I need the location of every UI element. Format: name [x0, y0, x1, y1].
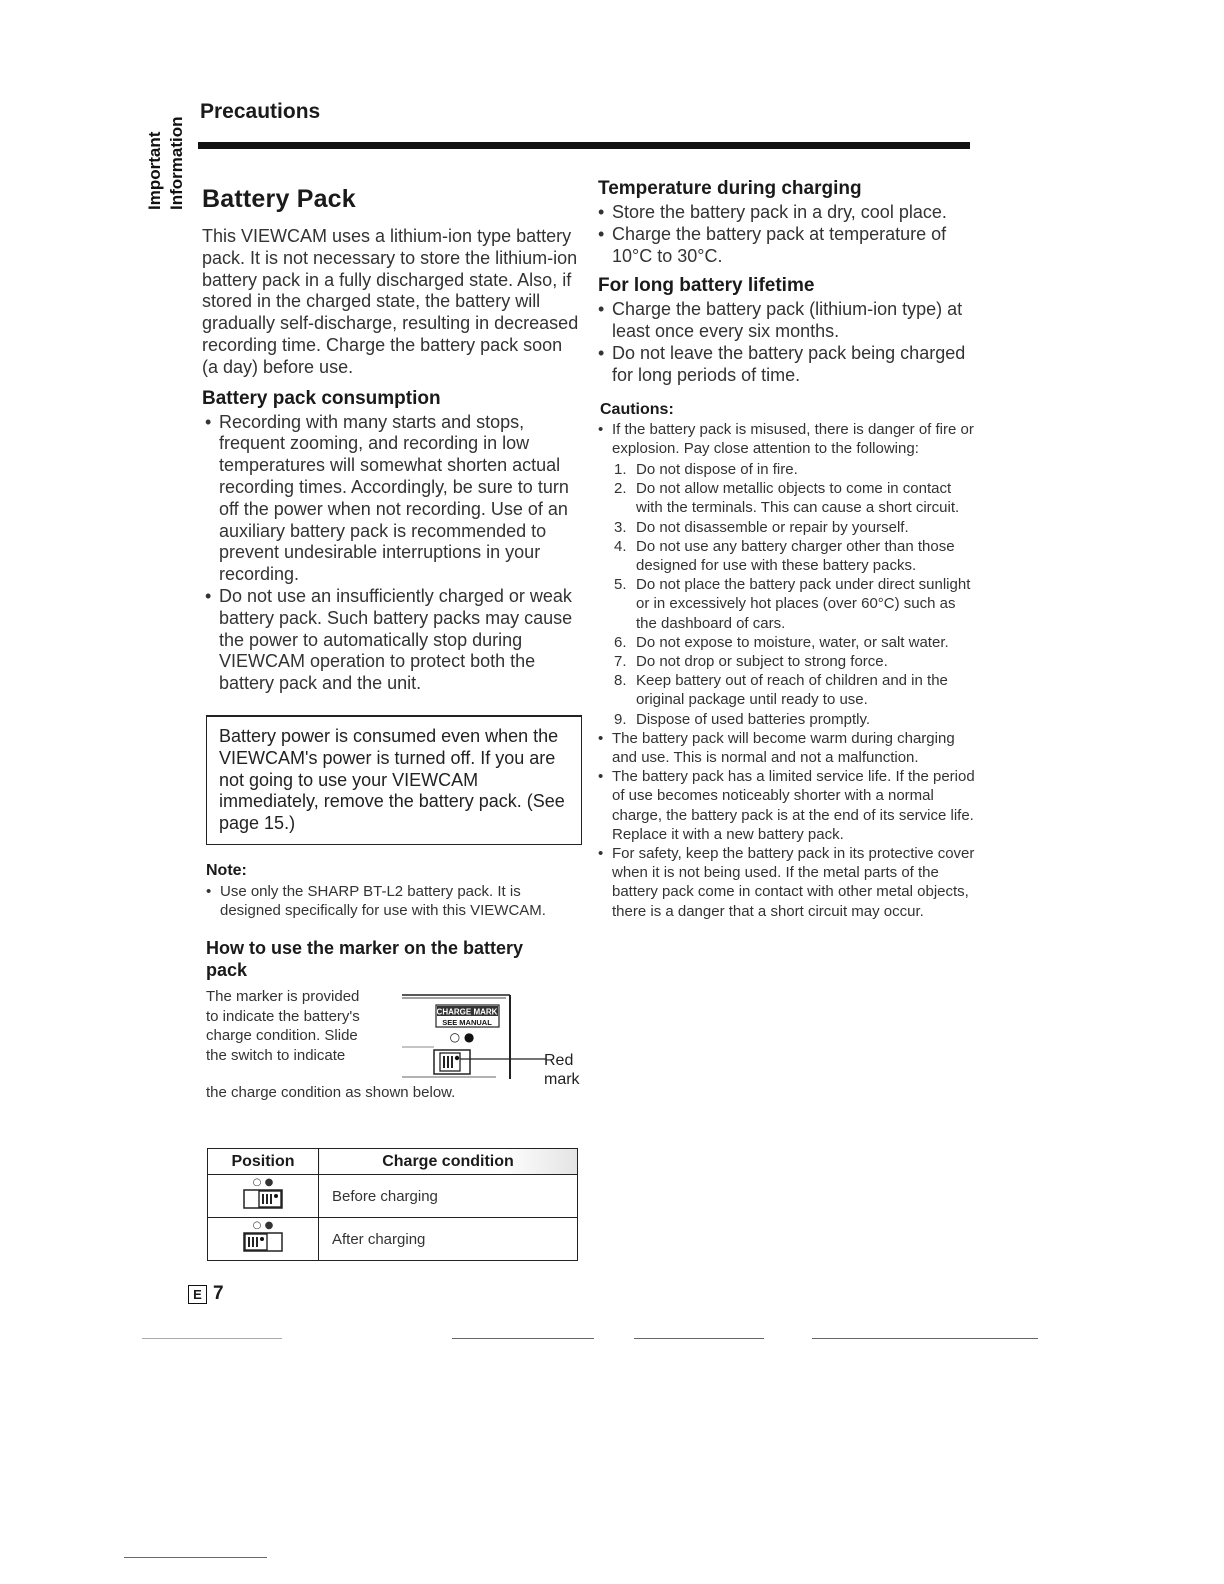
list-item: [598, 537, 976, 575]
power-notice-text: Battery power is consumed even when the VIEWCAM's power is turned off. If you are not going to use your VIEWCAM immediately, remove the battery pack. (See page 15.): [219, 725, 565, 834]
side-tab: [138, 108, 188, 212]
condition-cell: After charging: [319, 1218, 578, 1261]
list-item: • Use only the SHARP BT-L2 battery pack. It is designed specifically for use with this VIEWCAM.: [206, 882, 582, 920]
item-text: Do not expose to moisture, water, or salt water.: [636, 633, 949, 651]
list-item: [598, 633, 976, 652]
language-badge: E: [188, 1285, 207, 1304]
item-text: Do not place the battery pack under direct sunlight or in excessively hot places (over 60°C) such as the dashboard of cars.: [636, 576, 971, 632]
table-header-position: Position: [208, 1149, 319, 1175]
list-item: • Do not use an insufficiently charged or weak battery pack. Such battery packs may cause the power to automatically stop during VIEWCAM operation to protect both the battery pack and the unit.: [205, 586, 582, 695]
list-item: • Charge the battery pack at temperature of 10°C to 30°C.: [598, 224, 976, 268]
list-item: • For safety, keep the battery pack in its protective cover when it is not being used. If the metal parts of the battery pack come in contact with other metal objects, there is a danger that a short circuit may occur.: [598, 844, 976, 921]
list-item: • The battery pack will become warm during charging and use. This is normal and not a malfunction.: [598, 729, 976, 767]
list-item: [598, 518, 976, 537]
table-header-condition: Charge condition: [319, 1149, 578, 1175]
item-number: 8.: [614, 672, 627, 690]
item-number: 2.: [614, 480, 627, 498]
page-number-value: 7: [213, 1283, 224, 1304]
header-rule: [198, 142, 970, 149]
list-item: • If the battery pack is misused, there is danger of fire or explosion. Pay close attention to the following:: [598, 420, 976, 458]
scan-line: [124, 1557, 267, 1558]
list-item: [598, 710, 976, 729]
left-column: [202, 185, 582, 1109]
table-row: [208, 1218, 578, 1261]
diagram-symbols: ○ ●: [449, 1030, 475, 1045]
item-text: Do not dispose of in fire.: [636, 460, 798, 478]
position-symbols: ○ ●: [252, 1177, 274, 1188]
item-number: 7.: [614, 653, 627, 671]
table-row: [208, 1175, 578, 1218]
marker-heading: How to use the marker on the battery pack: [206, 938, 524, 981]
marker-text: The marker is provided to indicate the battery's charge condition. Slide the switch to indicate: [206, 988, 360, 1064]
condition-cell: Before charging: [319, 1175, 578, 1218]
list-item: [598, 652, 976, 671]
consumption-list: [205, 412, 582, 695]
item-number: 1.: [614, 460, 627, 478]
list-item: [598, 575, 976, 633]
item-text: Do not allow metallic objects to come in contact with the terminals. This can cause a short circuit.: [636, 480, 960, 517]
diagram-label-line2: SEE MANUAL: [442, 1018, 492, 1028]
list-item: • Do not leave the battery pack being charged for long periods of time.: [598, 343, 976, 387]
item-number: 6.: [614, 633, 627, 651]
item-number: 4.: [614, 537, 627, 555]
diagram-callout-line1: Red: [544, 1052, 574, 1070]
replace-line: Replace it with a new battery pack.: [612, 825, 844, 843]
page-number: [188, 1283, 224, 1305]
item-text: The battery pack has a limited service life. If the period of use becomes noticeably shorter with a normal charge, the battery pack is at the end of its service life.: [612, 768, 975, 824]
position-cell: [208, 1218, 319, 1261]
note-heading: Note:: [206, 861, 247, 879]
note-list: [206, 882, 582, 920]
side-tab-line2: Information: [167, 116, 186, 210]
cautions-numbered-list: [598, 460, 976, 729]
diagram-label-line1: CHARGE MARK: [436, 1007, 498, 1017]
cautions-heading: Cautions:: [600, 400, 674, 418]
battery-pack-heading: Battery Pack: [202, 185, 356, 213]
scan-line: [142, 1338, 282, 1339]
battery-marker-diagram: [396, 975, 586, 1085]
scan-line: [812, 1338, 1038, 1339]
scan-line: [634, 1338, 764, 1339]
intro-paragraph: This VIEWCAM uses a lithium-ion type battery pack. It is not necessary to store the lithium-ion battery pack in a fully discharged state. Also, if stored in the charged state, the battery will gradually self-discharge, resulting in decreased recording time. Charge the battery pack soon (a day) before use.: [202, 226, 579, 377]
item-text: Do not disassemble or repair by yourself.: [636, 518, 909, 536]
item-number: 9.: [614, 710, 627, 728]
item-number: 3.: [614, 518, 627, 536]
marker-section: [206, 987, 582, 1109]
list-item: [598, 767, 976, 844]
consumption-heading: Battery pack consumption: [202, 387, 441, 409]
item-text: Do not drop or subject to strong force.: [636, 653, 888, 671]
scan-line: [452, 1338, 594, 1339]
item-number: 5.: [614, 576, 627, 594]
position-cell: [208, 1175, 319, 1218]
list-item: [598, 460, 976, 479]
list-item: • Charge the battery pack (lithium-ion type) at least once every six months.: [598, 299, 976, 343]
power-notice-box: [206, 715, 582, 845]
cautions-intro-list: [598, 420, 976, 458]
list-item: • Store the battery pack in a dry, cool place.: [598, 202, 976, 224]
section-title: Precautions: [200, 100, 321, 123]
table-header-row: [208, 1149, 578, 1175]
charge-condition-table: [207, 1148, 578, 1261]
list-item: • Recording with many starts and stops, frequent zooming, and recording in low temperatures will somewhat shorten actual recording times. Accordingly, be sure to turn off the power when not recording. Use of an auxiliary battery pack is recommended to prevent undesirable interruptions in your recording.: [205, 412, 582, 586]
list-item: [598, 479, 976, 517]
lifetime-heading: For long battery lifetime: [598, 275, 815, 297]
side-tab-line1: Important: [145, 131, 164, 210]
temperature-list: [598, 202, 976, 267]
right-column: [598, 178, 976, 921]
switch-left-icon: [241, 1188, 285, 1210]
item-text: Do not use any battery charger other than those designed for use with these battery packs.: [636, 537, 955, 574]
position-symbols: ○ ●: [252, 1220, 274, 1231]
lifetime-list: [598, 299, 976, 386]
cautions-bullet-list: [598, 729, 976, 921]
switch-right-icon: [241, 1231, 285, 1253]
item-text: Keep battery out of reach of children and in the original package until ready to use.: [636, 672, 948, 709]
marker-text-cont: the charge condition as shown below.: [206, 1084, 456, 1102]
diagram-callout-line2: mark: [544, 1071, 580, 1086]
temperature-heading: Temperature during charging: [598, 178, 862, 199]
list-item: [598, 671, 976, 709]
item-text: Dispose of used batteries promptly.: [636, 710, 871, 728]
